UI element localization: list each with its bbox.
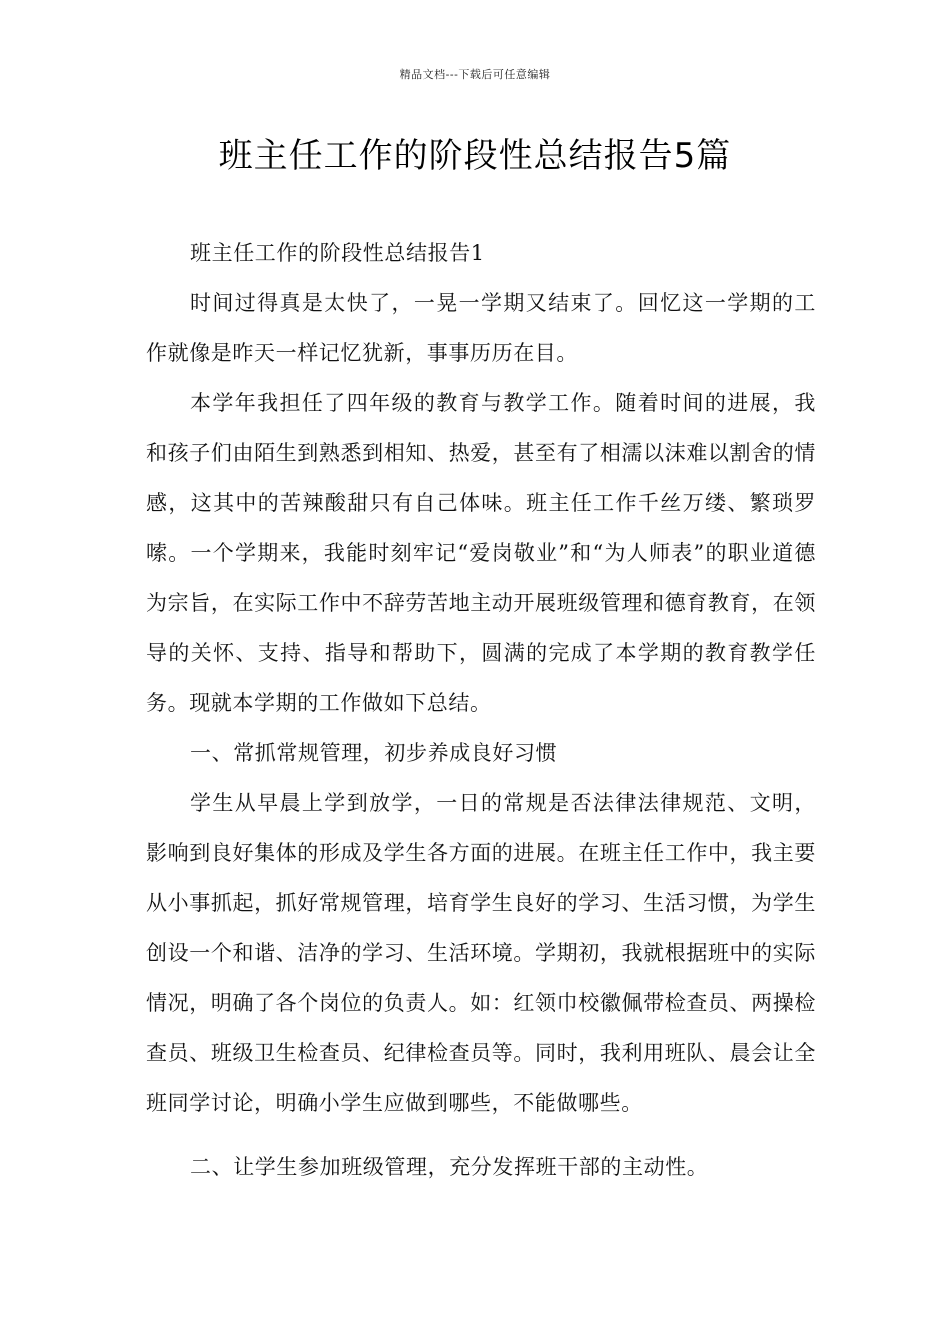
paragraph-2: 本学年我担任了四年级的教育与教学工作。随着时间的进展，我和孩子们由陌生到熟悉到相知、热爱，甚至有了相濡以沫难以割舍的情感，这其中的苦辣酸甜只有自己体味。班主任工作千丝万缕、繁琐罗嗦。一个学期来，我能时刻牢记“爱岗敬业”和“为人师表”的职业道德为宗旨，在实际工作中不辞劳苦地主动开展班级管理和德育教育，在领导的关怀、支持、指导和帮助下，圆满的完成了本学期的教育教学任务。现就本学期的工作做如下总结。 bbox=[146, 391, 816, 715]
paragraph-1: 时间过得真是太快了，一晃一学期又结束了。回忆这一学期的工作就像是昨天一样记忆犹新，事事历历在目。 bbox=[146, 291, 816, 365]
header-note: 精品文档---下载后可任意编辑 bbox=[399, 68, 551, 81]
paragraph-3: 学生从早晨上学到放学，一日的常规是否法律法律规范、文明，影响到良好集体的形成及学生各方面的进展。在班主任工作中，我主要从小事抓起，抓好常规管理，培育学生良好的学习、生活习惯，为学生创设一个和谐、洁净的学习、生活环境。学期初，我就根据班中的实际情况，明确了各个岗位的负责人。如：红领巾校徽佩带检查员、两操检查员、班级卫生检查员、纪律检查员等。同时，我利用班队、晨会让全班同学讨论，明确小学生应做到哪些，不能做哪些。 bbox=[146, 791, 816, 1115]
document-title: 班主任工作的阶段性总结报告5篇 bbox=[218, 136, 732, 176]
subheading-2: 二、让学生参加班级管理，充分发挥班干部的主动性。 bbox=[190, 1155, 709, 1179]
section-title: 班主任工作的阶段性总结报告1 bbox=[190, 241, 485, 265]
document-body bbox=[146, 228, 816, 1192]
subheading-1: 一、常抓常规管理，初步养成良好习惯 bbox=[190, 741, 558, 765]
